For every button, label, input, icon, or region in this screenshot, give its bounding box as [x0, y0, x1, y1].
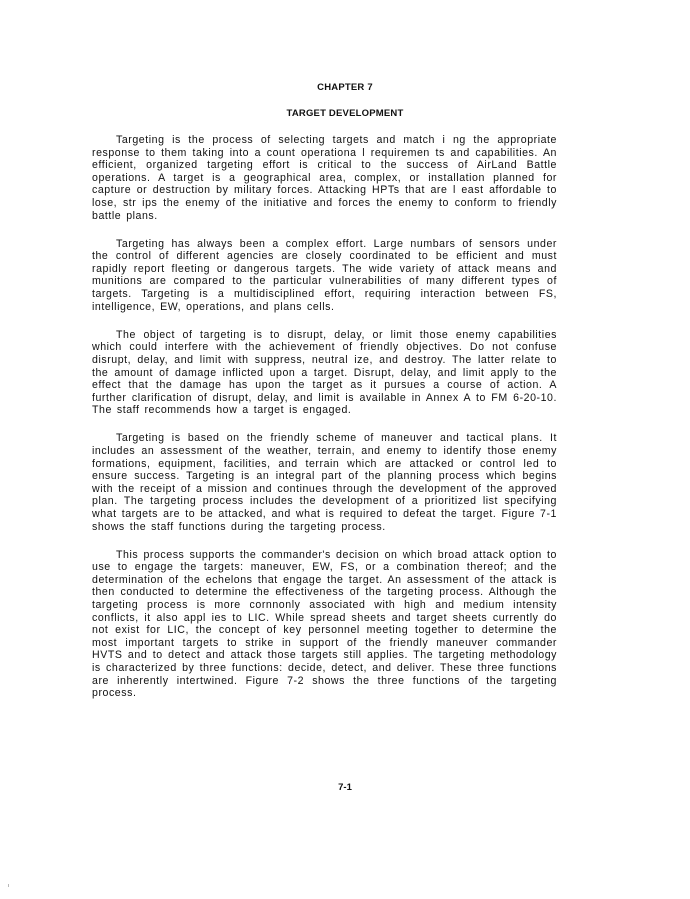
paragraph: Targeting is based on the friendly scheme of maneuver and tactical plans. It includes an assessment of the weather, terrain, and enemy to identify those enemy formations, equipment, facilities, and terrain which are attacked or control led to ensure success. Targeting is an integral part of the planning process which begins with the receipt of a mission and continues through the development of the approved plan. The targeting process includes the development of a prioritized list specifying what targets are to be attacked, and what is required to defeat the target. Figure 7-1 shows the staff functions during the targeting process.: [92, 432, 557, 533]
chapter-heading: CHAPTER 7: [317, 82, 373, 93]
paragraph: The object of targeting is to disrupt, delay, or limit those enemy capabilities which could interfere with the achievement of friendly objectives. Do not confuse disrupt, delay, and limit with suppress, neutral ize, and destroy. The latter relate to the amount of damage inflicted upon a target. Disrupt, delay, and limit apply to the effect that the damage has upon the target as it pursues a course of action. A further clarification of disrupt, delay, and limit is available in Annex A to FM 6-20-10. The staff recommends how a target is engaged.: [92, 328, 557, 417]
paragraph: Targeting has always been a complex effort. Large numbars of sensors under the control of different agencies are closely coordinated to be efficient and must rapidly report fleeting or dangerous targets. The wide variety of attack means and munitions are compared to the particular vulnerabilities of many different types of targets. Targeting is a multidisciplined effort, requiring interaction between FS, intelligence, EW, operations, and plans cells.: [92, 237, 557, 313]
chapter-title: TARGET DEVELOPMENT: [286, 108, 404, 119]
paragraph: Targeting is the process of selecting targets and match i ng the appropriate response to them taking into a count operationa l requiremen ts and capabilities. An efficient, organized targeting effort is critical to the success of AirLand Battle operations. A target is a geographical area, complex, or installation planned for capture or destruction by military forces. Attacking HPTs that are l east affordable to lose, str ips the enemy of the initiative and forces the enemy to conform to friendly battle plans.: [92, 134, 557, 222]
paragraph: This process supports the commander's decision on which broad attack option to use to engage the targets: maneuver, EW, FS, or a combination thereof; and the determination of the echelons that engage the target. An assessment of the attack is then conducted to determine the effectiveness of the targeting process. Although the targeting process is more cornnonly associated with high and medium intensity conflicts, it also appl ies to LIC. While spread sheets and target sheets currently do not exist for LIC, the concept of key personnel meeting together to determine the most important targets to strike in support of the friendly maneuver commander HVTS and to detect and attack those targets still applies. The targeting methodology is characterized by three functions: decide, detect, and deliver. These three functions are inherently intertwined. Figure 7-2 shows the three functions of the targeting process.: [92, 548, 557, 700]
chapter-body: [92, 134, 557, 715]
page-number: 7-1: [338, 782, 352, 793]
scan-mark: [8, 884, 9, 887]
